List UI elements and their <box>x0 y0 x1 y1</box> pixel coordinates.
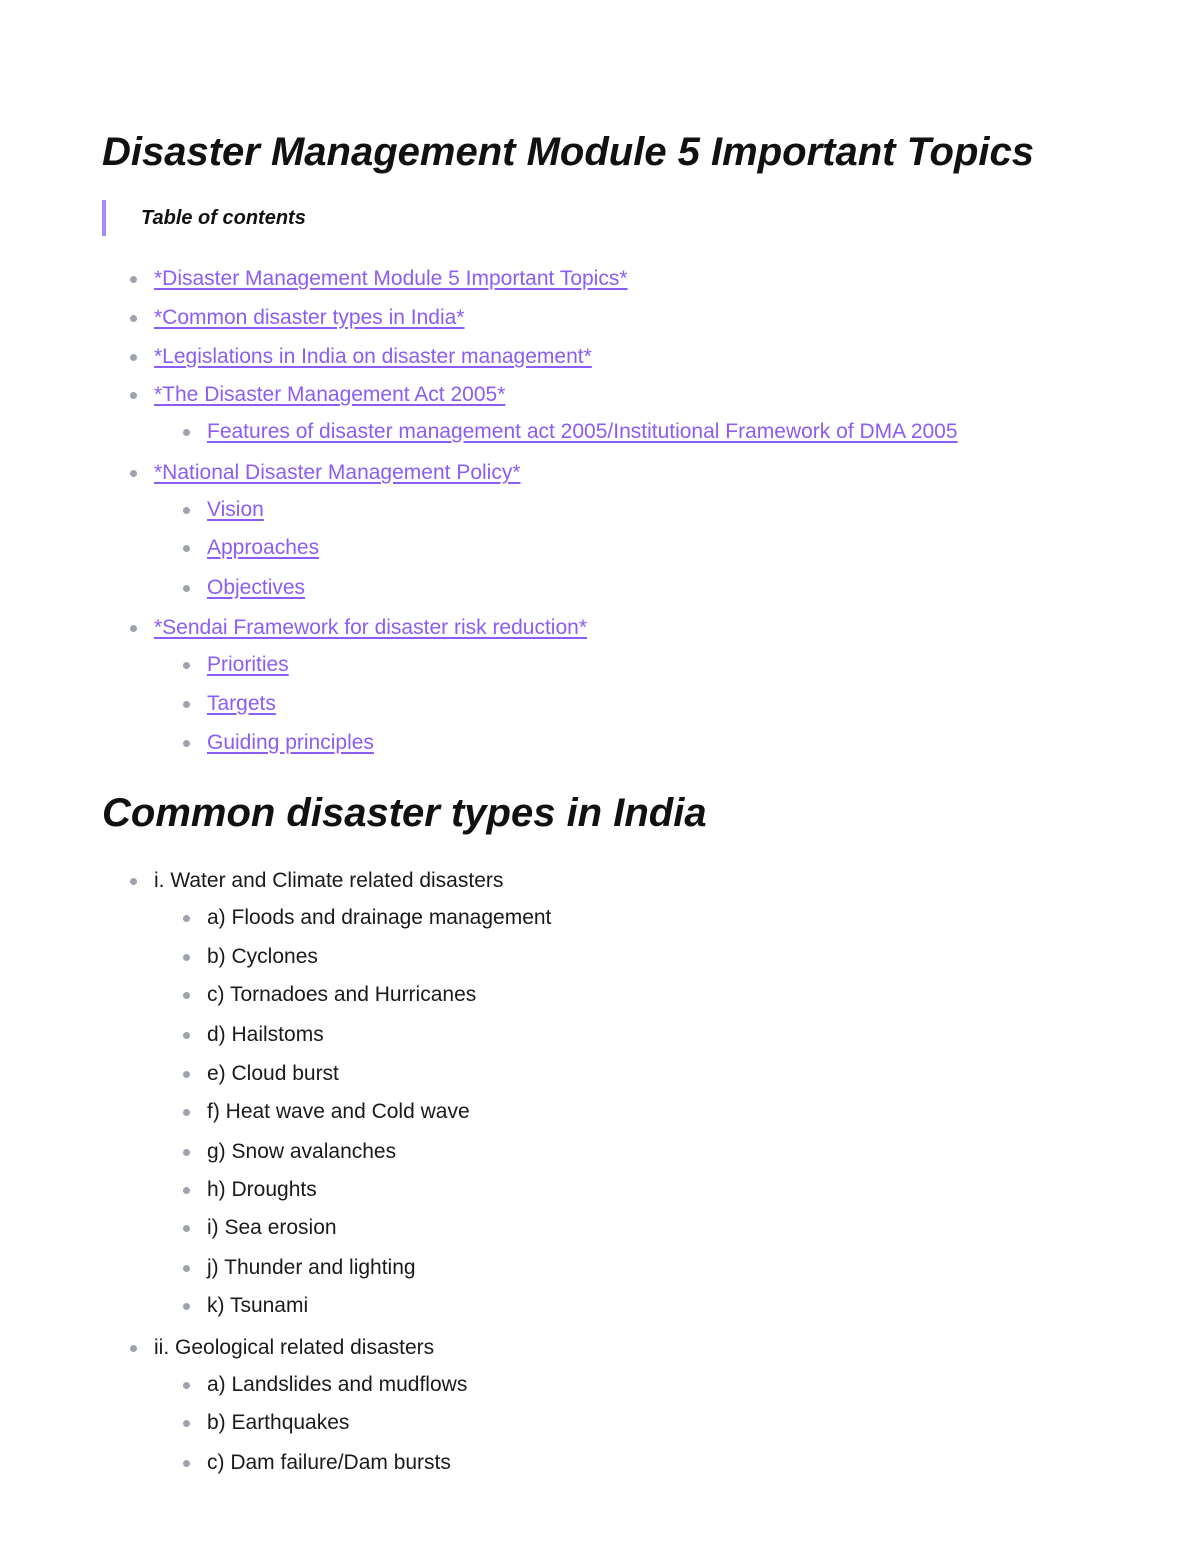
list-subitem <box>207 1099 470 1125</box>
bullet-icon <box>183 1109 190 1116</box>
toc-link[interactable]: *The Disaster Management Act 2005* <box>154 383 506 406</box>
bullet-icon <box>130 354 137 361</box>
toc-item <box>154 382 505 408</box>
bullet-icon <box>183 915 190 922</box>
bullet-icon <box>130 315 137 322</box>
toc-subitem <box>207 535 319 561</box>
bullet-icon <box>130 878 137 885</box>
bullet-icon <box>183 954 190 961</box>
toc-link[interactable]: Approaches <box>207 536 320 559</box>
list-item-text: c) Tornadoes and Hurricanes <box>207 983 477 1006</box>
toc-link[interactable]: Targets <box>207 692 276 715</box>
bullet-icon <box>183 1071 190 1078</box>
page-title: Disaster Management Module 5 Important Topics <box>102 130 1035 174</box>
toc-subitem <box>207 730 374 756</box>
toc-link[interactable]: Objectives <box>207 576 306 599</box>
bullet-icon <box>183 585 190 592</box>
bullet-icon <box>183 1382 190 1389</box>
toc-accent-bar <box>102 200 106 236</box>
list-item-text: h) Droughts <box>207 1178 317 1201</box>
list-item-text: d) Hailstoms <box>207 1023 324 1046</box>
toc-link[interactable]: Priorities <box>207 653 289 676</box>
bullet-icon <box>183 1460 190 1467</box>
toc-heading: Table of contents <box>141 207 306 229</box>
list-item <box>154 868 503 894</box>
bullet-icon <box>183 740 190 747</box>
bullet-icon <box>183 507 190 514</box>
toc-link[interactable]: *Disaster Management Module 5 Important Topics* <box>154 267 628 290</box>
list-item-text: g) Snow avalanches <box>207 1140 397 1163</box>
toc-link[interactable]: *Legislations in India on disaster management* <box>154 345 592 368</box>
bullet-icon <box>183 1303 190 1310</box>
list-item-text: f) Heat wave and Cold wave <box>207 1100 470 1123</box>
bullet-icon <box>183 1187 190 1194</box>
list-subitem <box>207 982 476 1008</box>
list-subitem <box>207 1372 467 1398</box>
bullet-icon <box>130 625 137 632</box>
bullet-icon <box>183 545 190 552</box>
list-item-text: j) Thunder and lighting <box>207 1256 416 1279</box>
list-subitem <box>207 1293 308 1319</box>
list-item-text: c) Dam failure/Dam bursts <box>207 1451 451 1474</box>
bullet-icon <box>183 429 190 436</box>
list-subitem <box>207 1061 339 1087</box>
list-subitem <box>207 944 318 970</box>
toc-item <box>154 344 592 370</box>
bullet-icon <box>183 662 190 669</box>
toc-link[interactable]: *National Disaster Management Policy* <box>154 461 521 484</box>
list-item-text: a) Landslides and mudflows <box>207 1373 468 1396</box>
toc-item <box>154 266 628 292</box>
list-item-text: b) Cyclones <box>207 945 318 968</box>
toc-subitem <box>207 419 958 445</box>
toc-link[interactable]: *Sendai Framework for disaster risk reduction* <box>154 616 588 639</box>
bullet-icon <box>130 276 137 283</box>
list-item-text: ii. Geological related disasters <box>154 1336 435 1359</box>
list-subitem <box>207 1177 317 1203</box>
list-subitem <box>207 905 551 931</box>
toc-link[interactable]: Features of disaster management act 2005/Institutional Framework of DMA 2005 <box>207 420 958 443</box>
list-subitem <box>207 1255 416 1281</box>
section-heading: Common disaster types in India <box>102 791 707 835</box>
list-subitem <box>207 1215 337 1241</box>
list-item-text: a) Floods and drainage management <box>207 906 552 929</box>
toc-item <box>154 615 587 641</box>
list-subitem <box>207 1139 396 1165</box>
toc-link[interactable]: *Common disaster types in India* <box>154 306 465 329</box>
list-subitem <box>207 1450 451 1476</box>
bullet-icon <box>183 992 190 999</box>
bullet-icon <box>130 1345 137 1352</box>
toc-link[interactable]: Guiding principles <box>207 731 374 754</box>
toc-subitem <box>207 691 276 717</box>
list-item-text: i) Sea erosion <box>207 1216 337 1239</box>
list-item <box>154 1335 434 1361</box>
list-item-text: e) Cloud burst <box>207 1062 339 1085</box>
bullet-icon <box>183 701 190 708</box>
bullet-icon <box>130 392 137 399</box>
bullet-icon <box>183 1032 190 1039</box>
toc-subitem <box>207 652 289 678</box>
toc-link[interactable]: Vision <box>207 498 264 521</box>
list-item-text: b) Earthquakes <box>207 1411 350 1434</box>
toc-item <box>154 305 464 331</box>
list-item-text: i. Water and Climate related disasters <box>154 869 504 892</box>
bullet-icon <box>130 470 137 477</box>
list-item-text: k) Tsunami <box>207 1294 309 1317</box>
toc-subitem <box>207 575 305 601</box>
toc-item <box>154 460 521 486</box>
toc-subitem <box>207 497 264 523</box>
bullet-icon <box>183 1149 190 1156</box>
list-subitem <box>207 1022 324 1048</box>
bullet-icon <box>183 1265 190 1272</box>
list-subitem <box>207 1410 349 1436</box>
bullet-icon <box>183 1420 190 1427</box>
bullet-icon <box>183 1225 190 1232</box>
